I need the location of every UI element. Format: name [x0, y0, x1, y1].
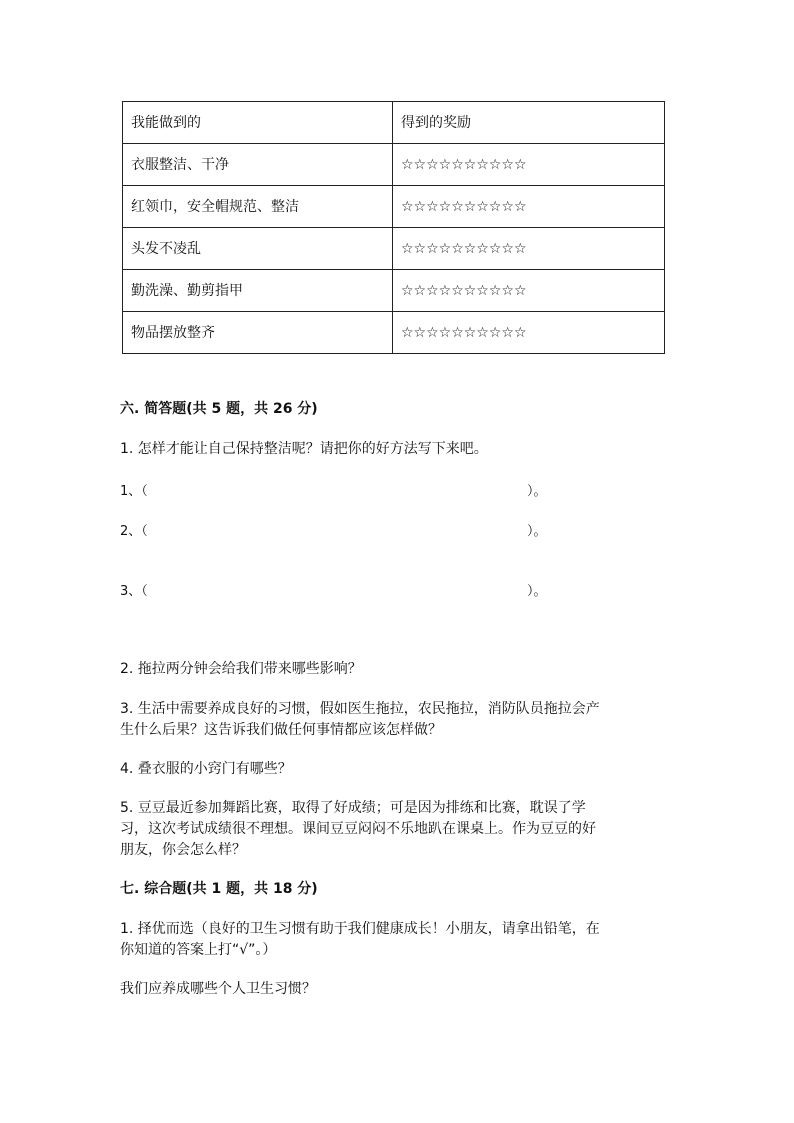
question-5-line-1: 5. 豆豆最近参加舞蹈比赛，取得了好成绩；可是因为排练和比赛，耽误了学 [120, 800, 586, 816]
header-cell-can-do: 我能做到的 [123, 102, 393, 144]
section7-question-1 [120, 919, 668, 961]
answer-blank-3-label: 3、（ [120, 584, 148, 599]
table-row [123, 228, 665, 270]
section6-question-1: 1. 怎样才能让自己保持整洁呢？请把你的好方法写下来吧。 [120, 441, 488, 457]
table-row [123, 186, 665, 228]
table-row [123, 312, 665, 354]
section7-heading: 七. 综合题(共 1 题，共 18 分) [120, 881, 318, 897]
section6-question-3 [120, 699, 668, 741]
row-stars[interactable]: ☆☆☆☆☆☆☆☆☆☆ [393, 312, 665, 354]
row-item: 物品摆放整齐 [123, 312, 393, 354]
row-stars[interactable]: ☆☆☆☆☆☆☆☆☆☆ [393, 228, 665, 270]
row-stars[interactable]: ☆☆☆☆☆☆☆☆☆☆ [393, 186, 665, 228]
answer-blank-2-close: ）。 [527, 524, 547, 539]
question-5-line-3: 朋友，你会怎么样？ [120, 842, 246, 858]
section7-prompt: 我们应养成哪些个人卫生习惯？ [120, 981, 316, 997]
table-row [123, 270, 665, 312]
row-item: 红领巾，安全帽规范、整洁 [123, 186, 393, 228]
section6-question-2: 2. 拖拉两分钟会给我们带来哪些影响？ [120, 661, 362, 677]
row-stars[interactable]: ☆☆☆☆☆☆☆☆☆☆ [393, 270, 665, 312]
answer-blank-2-label: 2、（ [120, 524, 148, 539]
header-cell-reward: 得到的奖励 [393, 102, 665, 144]
section7-q1-line-1: 1. 择优而选（良好的卫生习惯有助于我们健康成长！小朋友，请拿出铅笔，在 [120, 921, 600, 937]
question-3-line-2: 生什么后果？这告诉我们做任何事情都应该怎样做？ [120, 722, 442, 738]
table-header-row [123, 102, 665, 144]
table-row [123, 144, 665, 186]
section6-question-5 [120, 798, 668, 861]
row-item: 勤洗澡、勤剪指甲 [123, 270, 393, 312]
section7-q1-line-2: 你知道的答案上打“√”。） [120, 942, 277, 958]
row-item: 头发不凌乱 [123, 228, 393, 270]
section6-question-4: 4. 叠衣服的小窍门有哪些？ [120, 761, 292, 777]
row-stars[interactable]: ☆☆☆☆☆☆☆☆☆☆ [393, 144, 665, 186]
question-3-line-1: 3. 生活中需要养成良好的习惯，假如医生拖拉，农民拖拉，消防队员拖拉会产 [120, 701, 600, 717]
answer-blank-1-close: ）。 [527, 484, 547, 499]
row-item: 衣服整洁、干净 [123, 144, 393, 186]
answer-blank-3-close: ）。 [527, 584, 547, 599]
section6-heading: 六. 简答题(共 5 题，共 26 分) [120, 401, 318, 417]
question-5-line-2: 习，这次考试成绩很不理想。课间豆豆闷闷不乐地趴在课桌上。作为豆豆的好 [120, 821, 596, 837]
reward-table [122, 101, 665, 354]
answer-blank-1-label: 1、（ [120, 484, 148, 499]
